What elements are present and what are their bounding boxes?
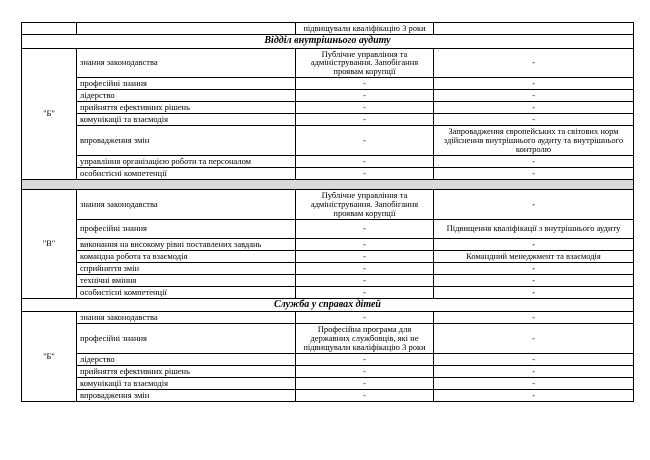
other-cell [434,23,634,35]
other-cell: - [434,48,634,78]
table-row [22,23,634,35]
competency-cell: лідерство [77,90,296,102]
table-row [22,250,634,262]
table-row [22,114,634,126]
competency-cell: знання законодавства [77,312,296,324]
competency-cell: знання законодавства [77,48,296,78]
other-cell: - [434,366,634,378]
other-cell: - [434,354,634,366]
table-row [22,378,634,390]
other-cell: Запровадження європейських та світових норм здійснення внутрішнього аудиту та внутрішнього контролю [434,126,634,156]
competency-cell: комунікації та взаємодія [77,378,296,390]
other-cell: Командний менеджмент та взаємодія [434,250,634,262]
table-row [22,312,634,324]
competency-cell: особистісні компетенції [77,168,296,180]
competency-cell: комунікації та взаємодія [77,114,296,126]
table-row [22,354,634,366]
table-row [22,390,634,402]
group-divider [22,180,634,190]
other-cell: - [434,168,634,180]
table-row [22,156,634,168]
category-cell [22,23,77,35]
competency-training-table [21,22,634,402]
competency-cell: знання законодавства [77,190,296,220]
training-cell: - [296,286,434,298]
training-cell: - [296,274,434,286]
competency-cell: технічні вміння [77,274,296,286]
divider-cell [22,180,634,190]
competency-cell: лідерство [77,354,296,366]
training-cell: підвищували кваліфікацію 3 роки [296,23,434,35]
competency-cell: професійні знання [77,324,296,354]
training-cell: - [296,250,434,262]
other-cell: - [434,102,634,114]
table-row [22,366,634,378]
training-cell: - [296,156,434,168]
other-cell: - [434,378,634,390]
other-cell: - [434,262,634,274]
table-body [22,23,634,402]
training-cell: Професійна програма для державних службовців, які не підвищували кваліфікацію 3 роки [296,324,434,354]
competency-cell: прийняття ефективних рішень [77,102,296,114]
section-title: Відділ внутрішнього аудиту [22,35,634,49]
table-row [22,219,634,238]
other-cell: - [434,90,634,102]
training-cell: - [296,126,434,156]
training-cell: - [296,366,434,378]
table-row [22,126,634,156]
other-cell: - [434,238,634,250]
competency-cell [77,23,296,35]
competency-cell: професійні знання [77,219,296,238]
table-row [22,324,634,354]
competency-cell: командна робота та взаємодія [77,250,296,262]
competency-cell: впровадження змін [77,390,296,402]
training-cell: - [296,354,434,366]
competency-cell: впровадження змін [77,126,296,156]
training-cell: - [296,90,434,102]
section-title: Служба у справах дітей [22,298,634,312]
other-cell: - [434,190,634,220]
other-cell: - [434,312,634,324]
section-header-row [22,35,634,49]
training-cell: - [296,114,434,126]
competency-cell: професійні знання [77,78,296,90]
table-row [22,48,634,78]
training-cell: - [296,102,434,114]
table-row [22,238,634,250]
other-cell: Підвищення кваліфікації з внутрішнього аудиту [434,219,634,238]
competency-cell: прийняття ефективних рішень [77,366,296,378]
other-cell: - [434,114,634,126]
training-cell: - [296,219,434,238]
table-row [22,262,634,274]
other-cell: - [434,78,634,90]
table-row [22,90,634,102]
competency-cell: виконання на високому рівні поставлених завдань [77,238,296,250]
other-cell: - [434,324,634,354]
other-cell: - [434,390,634,402]
other-cell: - [434,286,634,298]
table-row [22,286,634,298]
category-cell: "Б" [22,48,77,180]
training-cell: - [296,390,434,402]
table-row [22,78,634,90]
training-cell: - [296,238,434,250]
category-cell: "В" [22,190,77,299]
table-row [22,274,634,286]
category-cell: "Б" [22,312,77,402]
competency-cell: сприйняття змін [77,262,296,274]
training-cell: - [296,262,434,274]
other-cell: - [434,274,634,286]
training-cell: - [296,78,434,90]
other-cell: - [434,156,634,168]
table-row [22,190,634,220]
training-cell: - [296,378,434,390]
training-cell: - [296,168,434,180]
training-cell: Публічне управління та адміністрування. Запобігання проявам корупції [296,190,434,220]
competency-cell: особистісні компетенції [77,286,296,298]
table-row [22,102,634,114]
table-row [22,168,634,180]
competency-cell: управління організацією роботи та персоналом [77,156,296,168]
training-cell: Публічне управління та адміністрування. Запобігання проявам корупції [296,48,434,78]
section-header-row [22,298,634,312]
training-cell: - [296,312,434,324]
